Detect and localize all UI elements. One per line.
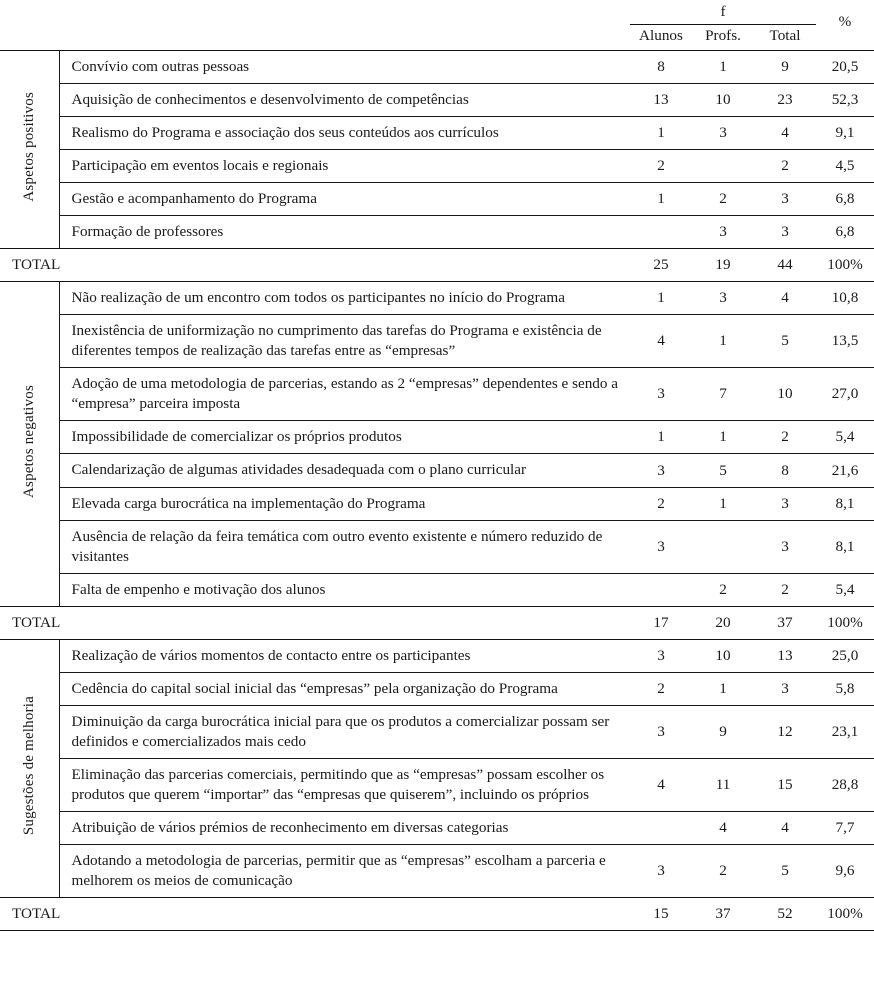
row-alunos: 3 xyxy=(630,639,692,672)
row-percent: 6,8 xyxy=(835,223,855,241)
row-label: Participação em eventos locais e regionais xyxy=(59,149,630,182)
row-total: 4 xyxy=(754,116,816,149)
row-total: 3 xyxy=(754,182,816,215)
row-label: Gestão e acompanhamento do Programa xyxy=(59,182,630,215)
total-alunos: 25 xyxy=(630,249,692,282)
row-label: Impossibilidade de comercializar os próprios produtos xyxy=(59,421,630,454)
row-profs xyxy=(692,149,754,182)
table-row xyxy=(0,421,874,454)
row-total: 3 xyxy=(781,223,789,241)
row-total: 5 xyxy=(781,862,789,880)
row-percent: 25,0 xyxy=(816,639,874,672)
total-profs: 19 xyxy=(692,249,754,282)
row-percent: 23,1 xyxy=(816,705,874,758)
block-total-row xyxy=(0,606,874,639)
total-profs: 37 xyxy=(692,898,754,931)
block-side-label: Aspetos positivos xyxy=(20,92,37,202)
row-percent: 7,7 xyxy=(816,812,874,845)
row-profs: 3 xyxy=(692,116,754,149)
row-profs: 3 xyxy=(719,223,727,241)
table-row xyxy=(0,315,874,368)
row-total: 15 xyxy=(754,759,816,812)
row-alunos: 4 xyxy=(630,759,692,812)
row-alunos xyxy=(630,812,692,845)
header-sub-total: Total xyxy=(769,26,801,44)
row-percent: 5,4 xyxy=(816,421,874,454)
table-row xyxy=(0,487,874,520)
total-total: 52 xyxy=(754,898,816,931)
total-percent: 100% xyxy=(816,606,874,639)
row-alunos: 4 xyxy=(630,315,692,368)
row-profs: 1 xyxy=(692,315,754,368)
row-total: 5 xyxy=(754,315,816,368)
row-profs: 4 xyxy=(692,812,754,845)
block-total-row xyxy=(0,898,874,931)
row-alunos xyxy=(630,216,692,249)
table-header xyxy=(0,0,874,50)
row-percent: 4,5 xyxy=(816,149,874,182)
table-row xyxy=(0,845,874,898)
row-label: Convívio com outras pessoas xyxy=(59,50,630,83)
row-alunos: 3 xyxy=(630,520,692,573)
row-total: 2 xyxy=(754,149,816,182)
block-side-label-cell xyxy=(0,282,59,607)
table-row xyxy=(0,639,874,672)
table-row xyxy=(0,573,874,606)
total-total: 44 xyxy=(754,249,816,282)
row-total: 23 xyxy=(754,83,816,116)
row-profs: 5 xyxy=(692,454,754,487)
total-label: TOTAL xyxy=(0,249,630,282)
row-label: Elevada carga burocrática na implementação do Programa xyxy=(59,487,630,520)
row-profs: 11 xyxy=(692,759,754,812)
total-alunos: 15 xyxy=(630,898,692,931)
block-side-label-cell xyxy=(0,639,59,898)
row-percent: 27,0 xyxy=(816,368,874,421)
row-total: 12 xyxy=(754,705,816,758)
row-label: Calendarização de algumas atividades desadequada com o plano curricular xyxy=(59,454,630,487)
row-label: Cedência do capital social inicial das “empresas” pela organização do Programa xyxy=(59,672,630,705)
row-label: Realização de vários momentos de contacto entre os participantes xyxy=(59,639,630,672)
header-corner-label xyxy=(59,0,630,24)
header-percent: % xyxy=(838,12,852,30)
row-label: Inexistência de uniformização no cumprimento das tarefas do Programa e existência de diferentes tempos de realização das tarefas entre as “empresas” xyxy=(59,315,630,368)
row-alunos xyxy=(630,573,692,606)
row-profs: 2 xyxy=(719,580,727,598)
row-profs: 7 xyxy=(692,368,754,421)
row-percent: 28,8 xyxy=(816,759,874,812)
row-label: Aquisição de conhecimentos e desenvolvimento de competências xyxy=(59,83,630,116)
row-percent: 10,8 xyxy=(816,282,874,315)
row-label: Formação de professores xyxy=(71,223,224,241)
table-body xyxy=(0,50,874,931)
row-alunos: 1 xyxy=(630,282,692,315)
row-alunos: 2 xyxy=(630,149,692,182)
header-sub-blank-side xyxy=(0,24,59,50)
row-percent: 8,1 xyxy=(816,487,874,520)
row-label: Não realização de um encontro com todos os participantes no início do Programa xyxy=(59,282,630,315)
table-row xyxy=(0,282,874,315)
row-label: Eliminação das parcerias comerciais, permitindo que as “empresas” possam escolher os produtos que querem “importar” das “empresas que quiserem”, incluindo os próprios xyxy=(59,759,630,812)
row-total: 3 xyxy=(754,672,816,705)
row-alunos: 3 xyxy=(630,368,692,421)
row-percent: 6,8 xyxy=(816,182,874,215)
table-row xyxy=(0,216,874,249)
row-total: 10 xyxy=(754,368,816,421)
header-corner-side xyxy=(0,0,59,24)
row-profs: 1 xyxy=(692,672,754,705)
block-side-label-cell xyxy=(0,50,59,248)
row-label: Falta de empenho e motivação dos alunos xyxy=(71,580,326,598)
total-percent: 100% xyxy=(816,898,874,931)
header-row-f xyxy=(0,0,874,24)
table-row xyxy=(0,672,874,705)
row-alunos: 8 xyxy=(630,50,692,83)
total-total: 37 xyxy=(754,606,816,639)
row-label: Ausência de relação da feira temática com outro evento existente e número reduzido de visitantes xyxy=(59,520,630,573)
table-row xyxy=(0,149,874,182)
row-total: 3 xyxy=(754,487,816,520)
row-profs: 1 xyxy=(692,50,754,83)
row-profs xyxy=(692,520,754,573)
row-profs: 10 xyxy=(692,639,754,672)
block-side-label: Aspetos negativos xyxy=(20,384,37,498)
table-row xyxy=(0,368,874,421)
row-total: 9 xyxy=(754,50,816,83)
total-alunos: 17 xyxy=(630,606,692,639)
row-label: Adotando a metodologia de parcerias, permitir que as “empresas” escolham a parceria e melhorem os meios de comunicação xyxy=(71,852,606,890)
row-percent: 9,6 xyxy=(835,862,855,880)
row-alunos: 3 xyxy=(630,705,692,758)
row-percent: 52,3 xyxy=(816,83,874,116)
row-total: 13 xyxy=(754,639,816,672)
row-percent: 9,1 xyxy=(816,116,874,149)
block-side-label: Sugestões de melhoria xyxy=(20,696,37,836)
table-row xyxy=(0,116,874,149)
table-row xyxy=(0,454,874,487)
row-total: 4 xyxy=(754,812,816,845)
row-total: 2 xyxy=(781,580,789,598)
header-sub-alunos: Alunos xyxy=(639,26,683,44)
header-sub-profs: Profs. xyxy=(705,26,741,44)
total-label: TOTAL xyxy=(0,898,630,931)
row-profs: 10 xyxy=(692,83,754,116)
row-profs: 2 xyxy=(719,862,727,880)
row-label: Adoção de uma metodologia de parcerias, estando as 2 “empresas” dependentes e sendo a “empresa” parceira imposta xyxy=(59,368,630,421)
row-total: 2 xyxy=(754,421,816,454)
row-alunos: 1 xyxy=(630,421,692,454)
table-row xyxy=(0,759,874,812)
header-row-sub xyxy=(0,24,874,50)
row-percent: 5,4 xyxy=(835,580,855,598)
row-alunos: 3 xyxy=(630,454,692,487)
row-alunos: 1 xyxy=(630,182,692,215)
table-row xyxy=(0,520,874,573)
total-percent: 100% xyxy=(816,249,874,282)
header-f: f xyxy=(630,0,816,24)
row-alunos: 3 xyxy=(657,862,665,880)
row-total: 3 xyxy=(754,520,816,573)
row-profs: 1 xyxy=(692,487,754,520)
row-percent: 5,8 xyxy=(816,672,874,705)
table-row xyxy=(0,182,874,215)
row-percent: 21,6 xyxy=(816,454,874,487)
row-total: 8 xyxy=(754,454,816,487)
table-row xyxy=(0,83,874,116)
total-label: TOTAL xyxy=(0,606,630,639)
row-label: Atribuição de vários prémios de reconhecimento em diversas categorias xyxy=(59,812,630,845)
row-percent: 13,5 xyxy=(816,315,874,368)
total-profs: 20 xyxy=(692,606,754,639)
row-profs: 9 xyxy=(692,705,754,758)
row-label: Realismo do Programa e associação dos seus conteúdos aos currículos xyxy=(59,116,630,149)
block-total-row xyxy=(0,249,874,282)
row-profs: 2 xyxy=(692,182,754,215)
row-alunos: 2 xyxy=(630,672,692,705)
table-row xyxy=(0,705,874,758)
row-profs: 3 xyxy=(692,282,754,315)
row-alunos: 13 xyxy=(630,83,692,116)
row-alunos: 1 xyxy=(630,116,692,149)
row-profs: 1 xyxy=(692,421,754,454)
table-row xyxy=(0,50,874,83)
row-percent: 20,5 xyxy=(816,50,874,83)
row-label: Diminuição da carga burocrática inicial para que os produtos a comercializar possam ser definidos e comercializados mais cedo xyxy=(59,705,630,758)
row-alunos: 2 xyxy=(630,487,692,520)
row-total: 4 xyxy=(754,282,816,315)
row-percent: 8,1 xyxy=(816,520,874,573)
table-row xyxy=(0,812,874,845)
header-sub-blank-label xyxy=(59,24,630,50)
